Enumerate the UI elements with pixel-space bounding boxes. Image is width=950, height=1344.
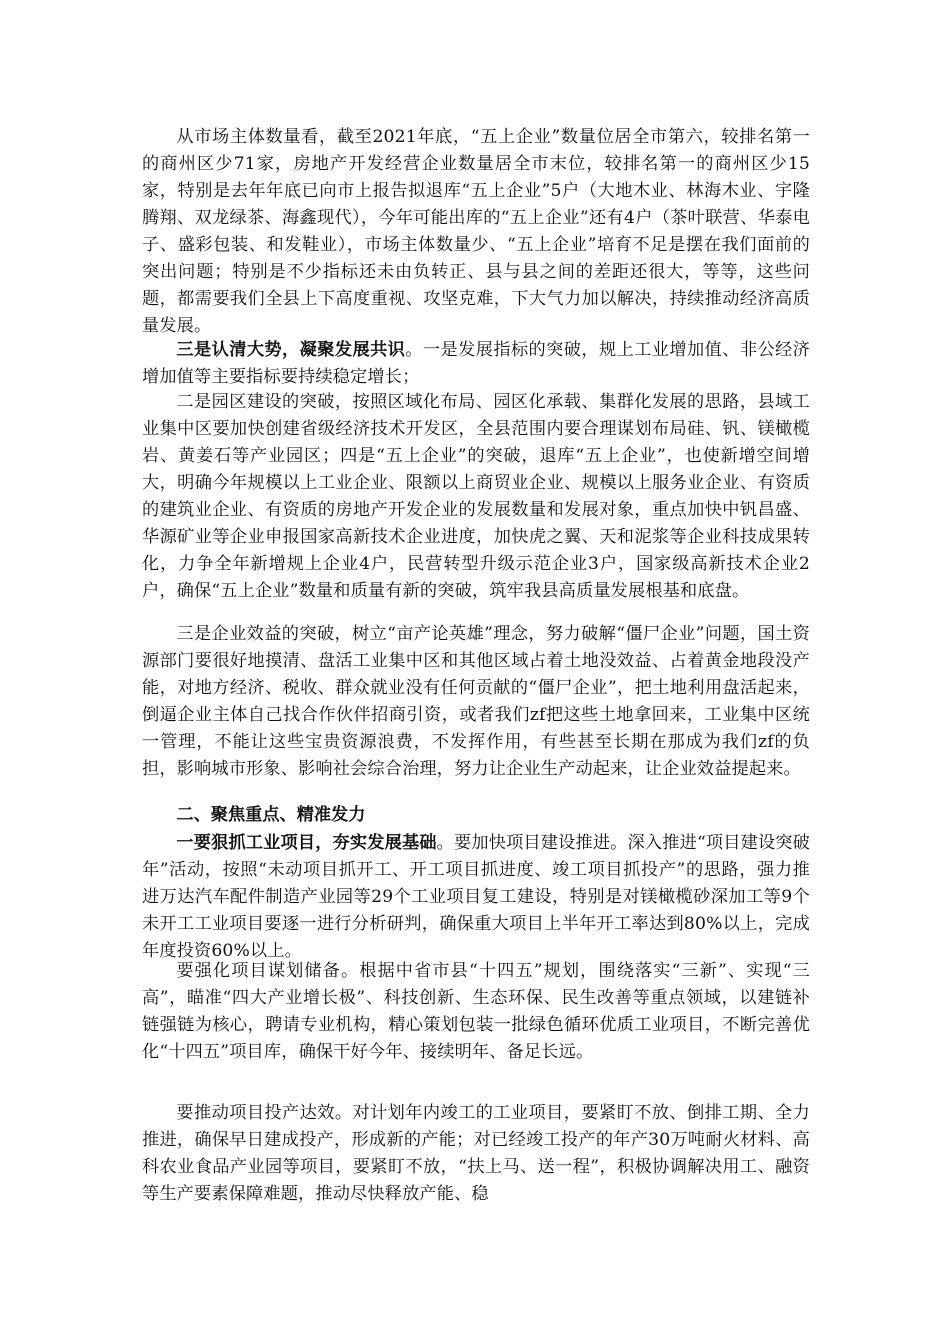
paragraph-park-construction bbox=[142, 389, 810, 605]
paragraph-lead: 三是认清大势，凝聚发展共识 bbox=[176, 340, 406, 360]
paragraph-text: 二是园区建设的突破，按照区域化布局、园区化承载、集群化发展的思路，县域工业集中区要加快创建省级经济技术开发区，全县范围内要合理谋划布局硅、钒、镁橄榄岩、黄姜石等产业园区；四是“五上企业”的突破，退库“五上企业”，也使新增空间增大，明确今年规模以上工业企业、限额以上商贸业企业、规模以上服务业企业、有资质的建筑业企业、有资质的房地产开发企业的发展数量和发展对象，重点加快中钒昌盛、华源矿业等企业申报国家高新技术企业进度，加快虎之翼、天和泥浆等企业科技成果转化，力争全年新增规上企业4户，民营转型升级示范企业3户，国家级高新技术企业2户，确保“五上企业”数量和质量有新的突破，筑牢我县高质量发展根基和底盘。 bbox=[142, 392, 810, 601]
paragraph-text: 。一是发展指标的突破，规上工业增加值、非公经济增加值等主要指标要持续稳定增长； bbox=[142, 340, 811, 387]
paragraph-text: 三是企业效益的突破，树立“亩产论英雄”理念，努力破解“僵尸企业”问题，国土资源部门要很好地摸清、盘活工业集中区和其他区域占着土地没效益、占着黄金地段没产能，对地方经济、税收、群众就业没有任何贡献的“僵尸企业”，把土地利用盘活起来，倒逼企业主体自己找合作伙伴招商引资，或者我们zf把这些土地拿回来，工业集中区统一管理，不能让这些宝贵资源浪费，不发挥作用，有些甚至长期在那成为我们zf的负担，影响城市形象、影响社会综合治理，努力让企业生产动起来，让企业效益提起来。 bbox=[142, 624, 810, 779]
paragraph-text: 。要加快项目建设推进。深入推进“项目建设突破年”活动，按照“未动项目抓开工、开工项目抓进度、竣工项目抓投产”的思路，强力推进万达汽车配件制造产业园等29个工业项目复工建设，特别是对镁橄榄砂深加工等9个未开工工业项目要逐一进行分析研判，确保重大项目上半年开工率达到80%以上，完成年度投资60%以上。 bbox=[142, 833, 810, 961]
paragraph-text: 要强化项目谋划储备。根据中省市县“十四五”规划，围绕落实“三新”、实现“三高”，瞄准“四大产业增长极”、科技创新、生态环保、民生改善等重点领域，以建链补链强链为核心，聘请专业机构，精心策划包装一批绿色循环优质工业项目，不断完善优化“十四五”项目库，确保干好今年、接续明年、备足长远。 bbox=[142, 961, 810, 1062]
paragraph-market-entities bbox=[142, 124, 810, 340]
paragraph-consensus bbox=[142, 337, 810, 391]
paragraph-industrial-projects bbox=[142, 830, 810, 965]
paragraph-enterprise-efficiency bbox=[142, 621, 810, 783]
paragraph-project-production bbox=[142, 1100, 810, 1208]
paragraph-text: 从市场主体数量看，截至2021年底，“五上企业”数量位居全市第六，较排名第一的商州区少71家，房地产开发经营企业数量居全市末位，较排名第一的商州区少15家，特别是去年年底已向市上报告拟退库“五上企业”5户（大地木业、林海木业、宇隆腾翔、双龙绿茶、海鑫现代），今年可能出库的“五上企业”还有4户（茶叶联营、华泰电子、盛彩包装、和发鞋业），市场主体数量少、“五上企业”培育不足是摆在我们面前的突出问题；特别是不少指标还未由负转正、县与县之间的差距还很大，等等，这些问题，都需要我们全县上下高度重视、攻坚克难，下大气力加以解决，持续推动经济高质量发展。 bbox=[142, 127, 810, 336]
paragraph-text: 要推动项目投产达效。对计划年内竣工的工业项目，要紧盯不放、倒排工期、全力推进，确保早日建成投产，形成新的产能；对已经竣工投产的年产30万吨耐火材料、高科农业食品产业园等项目，要紧盯不放，“扶上马、送一程”，积极协调解决用工、融资等生产要素保障难题，推动尽快释放产能、稳 bbox=[142, 1103, 810, 1204]
document-page bbox=[142, 0, 810, 1344]
paragraph-project-planning bbox=[142, 958, 810, 1066]
section-heading: 二、聚焦重点、精准发力 bbox=[176, 805, 366, 825]
paragraph-lead: 一要狠抓工业项目，夯实发展基础 bbox=[176, 833, 437, 853]
